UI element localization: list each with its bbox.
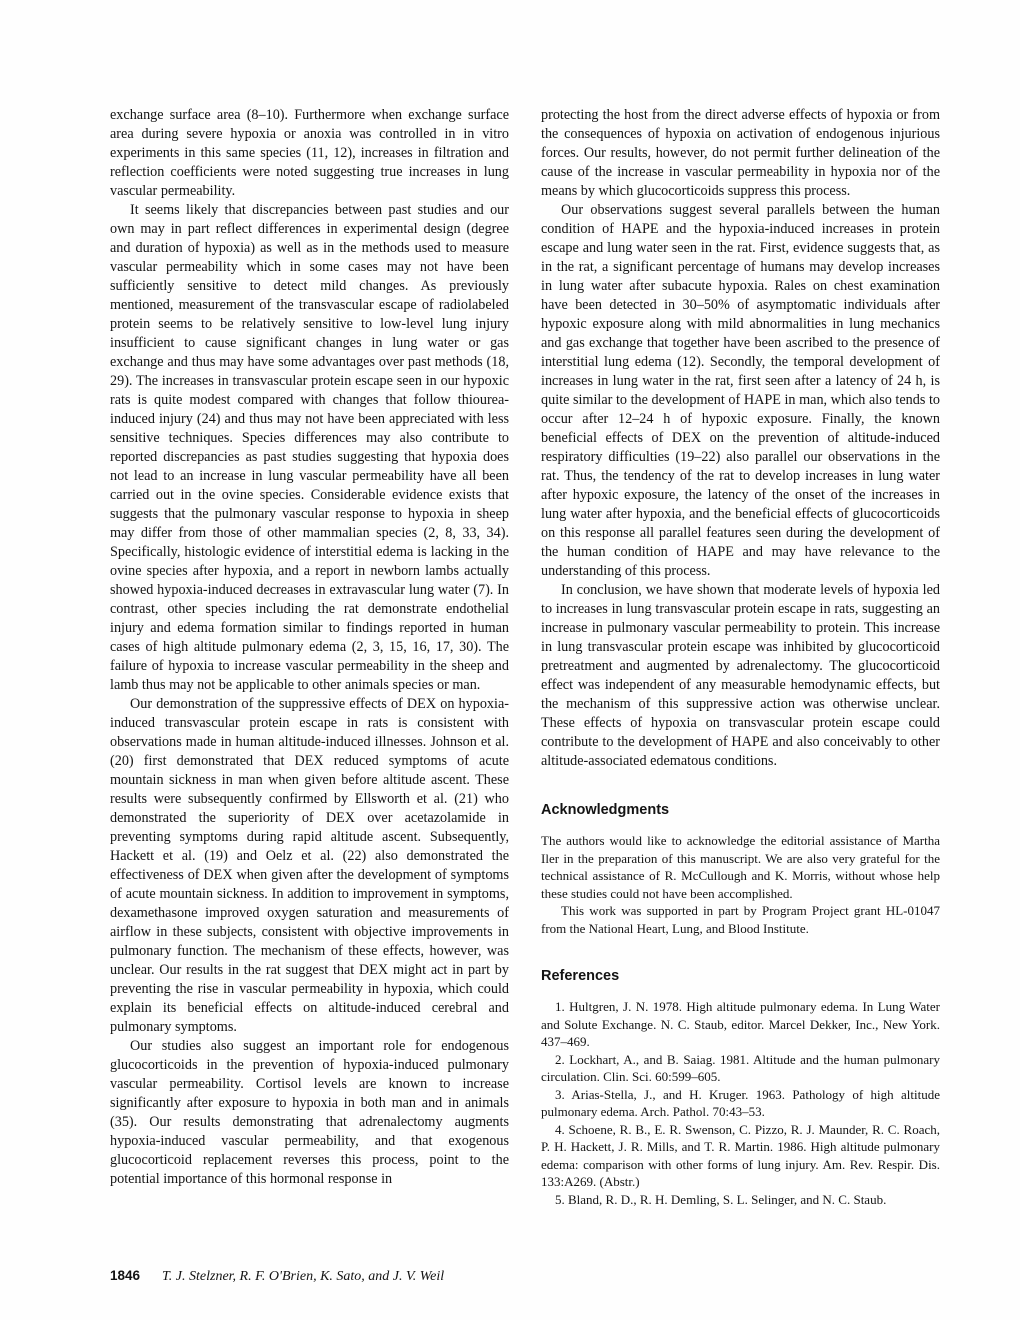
acknowledgments-paragraph: This work was supported in part by Program Project grant HL-01047 from the National Heart, Lung, and Blood Institute. [541,903,940,936]
reference-item: 5. Bland, R. D., R. H. Demling, S. L. Selinger, and N. C. Staub. [555,1191,887,1207]
paragraph: Our studies also suggest an important role for endogenous glucocorticoids in the prevention of hypoxia-induced pulmonary vascular permeability. Cortisol levels are known to increase significantly after exposure to hypoxia in both man and in animals (35). Our results demonstrating that adrenalectomy augments hypoxia-induced vascular permeability, and that exogenous glucocorticoid replacement reverses this process, point to the potential importance of this hormonal response in [110,1038,509,1187]
paragraph: Our demonstration of the suppressive effects of DEX on hypoxia-induced transvascular protein escape in rats is consistent with observations made in human altitude-induced illnesses. Johnson et al. (20) first demonstrated that DEX reduced symptoms of acute mountain sickness in man when given before altitude ascent. These results were subsequently confirmed by Ellsworth et al. (21) who demonstrated the superiority of DEX over acetazolamide in preventing symptoms during rapid altitude ascent. Subsequently, Hackett et al. (19) and Oelz et al. (22) also demonstrated the effectiveness of DEX when given after the development of symptoms of acute mountain sickness. In addition to improvement in symptoms, dexamethasone improved oxygen saturation and measurements of airflow in these subjects, consistent with objective improvements in pulmonary function. The mechanism of these effects, however, was unclear. Our results in the rat suggest that DEX might act in part by preventing the rise in vascular permeability in hypoxia, which could explain its beneficial effects on altitude-induced cerebral and pulmonary symptoms. [110,696,509,1035]
right-column [541,106,940,1208]
acknowledgments-heading: Acknowledgments [541,802,670,818]
paragraph: It seems likely that discrepancies between past studies and our own may in part reflect differences in experimental design (degree and duration of hypoxia) as well as in the methods used to measure vascular permeability which in some cases may not have been sufficiently sensitive to detect mild changes. As previously mentioned, measurement of the transvascular escape of radiolabeled protein seems to be relatively sensitive to low-level lung injury insufficient to cause significant changes in lung water or gas exchange and thus may have some advantages over past methods (18, 29). The increases in transvascular protein escape seen in our hypoxic rats is quite modest compared with changes that follow thiourea-induced injury (24) and thus may not have been appreciated with less sensitive techniques. Species differences may also contribute to reported discrepancies as past studies suggesting that hypoxia does not lead to an increase in lung vascular permeability have all been carried out in the ovine species. Considerable evidence exists that suggests that the pulmonary vascular response to hypoxia in sheep may differ from those of other mammalian species (2, 8, 33, 34). Specifically, histologic evidence of interstitial edema is lacking in the ovine species after hypoxia, and a report in newborn lambs actually showed hypoxia-induced decreases in extravascular lung water (7). In contrast, other species including the rat demonstrate endothelial injury and edema formation similar to findings reported in human cases of high altitude pulmonary edema (2, 3, 15, 16, 17, 30). The failure of hypoxia to increase vascular permeability in the sheep and lamb thus may not be applicable to other animals species or man. [110,202,509,693]
references-heading: References [541,968,620,984]
reference-item: 1. Hultgren, J. N. 1978. High altitude pulmonary edema. In Lung Water and Solute Exchange. N. C. Staub, editor. Marcel Dekker, Inc., New York. 437–469. [541,999,940,1049]
page-footer [110,1268,940,1285]
reference-item: 4. Schoene, R. B., E. R. Swenson, C. Pizzo, R. J. Maunder, R. C. Roach, P. H. Hackett, J. R. Mills, and T. R. Martin. 1986. High altitude pulmonary edema: comparison with other forms of lung injury. Am. Rev. Respir. Dis. 133:A269. (Abstr.) [541,1121,940,1189]
footer-authors: T. J. Stelzner, R. F. O'Brien, K. Sato, and J. V. Weil [162,1269,445,1284]
acknowledgments-paragraph: The authors would like to acknowledge the editorial assistance of Martha Iler in the preparation of this manuscript. We are also very grateful for the technical assistance of R. McCullough and K. Morris, without whose help these studies could not have been accomplished. [541,833,940,901]
paragraph: Our observations suggest several parallels between the human condition of HAPE and the hypoxia-induced increases in protein escape and lung water seen in the rat. First, evidence suggests that, as in the rat, a significant percentage of humans may develop increases in lung water after subacute hypoxia. Rales on chest examination have been detected in 30–50% of asymptomatic individuals after hypoxic exposure along with mild abnormalities in lung mechanics and gas exchange that together have been ascribed to the presence of interstitial lung edema (12). Secondly, the temporal development of increases in lung water in the rat, first seen after a latency of 24 h, is quite similar to the development of HAPE in man, which also tends to occur after 12–24 h of hypoxic exposure. Finally, the known beneficial effects of DEX on the prevention of altitude-induced respiratory difficulties (19–22) also parallel our observations in the rat. Thus, the tendency of the rat to develop increases in lung water after hypoxic exposure, the latency of the onset of the increases in lung water after hypoxia, and the beneficial effects of glucocorticoids on this response all parallel features seen during the development of the human condition of HAPE and may have relevance to the understanding of this process. [541,202,940,579]
paragraph: protecting the host from the direct adverse effects of hypoxia or from the consequences of hypoxia on activation of endogenous injurious forces. Our results, however, do not permit further delineation of the cause of the increase in vascular permeability in hypoxia nor of the means by which glucocorticoids suppress this process. [541,107,940,199]
page-number: 1846 [110,1268,141,1283]
paragraph: exchange surface area (8–10). Furthermore when exchange surface area during severe hypoxia or anoxia was controlled in in vitro experiments in this same species (11, 12), increases in filtration and reflection coefficients were noted suggesting true increases in lung vascular permeability. [110,107,509,199]
reference-item: 3. Arias-Stella, J., and H. Kruger. 1963. Pathology of high altitude pulmonary edema. Arch. Pathol. 70:43–53. [541,1086,940,1119]
left-column [110,106,509,1208]
paragraph: In conclusion, we have shown that moderate levels of hypoxia led to increases in lung transvascular protein escape in rats, suggesting an increase in pulmonary vascular permeability to protein. This increase in lung transvascular protein escape was inhibited by glucocorticoid pretreatment and augmented by adrenalectomy. The glucocorticoid effect was independent of any measurable hemodynamic effects, but the mechanism of this suppressive action was otherwise unclear. These effects of hypoxia on transvascular protein escape could contribute to the development of HAPE and also conceivably to other altitude-associated edematous conditions. [541,582,940,769]
reference-item: 2. Lockhart, A., and B. Saiag. 1981. Altitude and the human pulmonary circulation. Clin. Sci. 60:599–605. [541,1051,940,1084]
two-column-body [110,106,940,1208]
